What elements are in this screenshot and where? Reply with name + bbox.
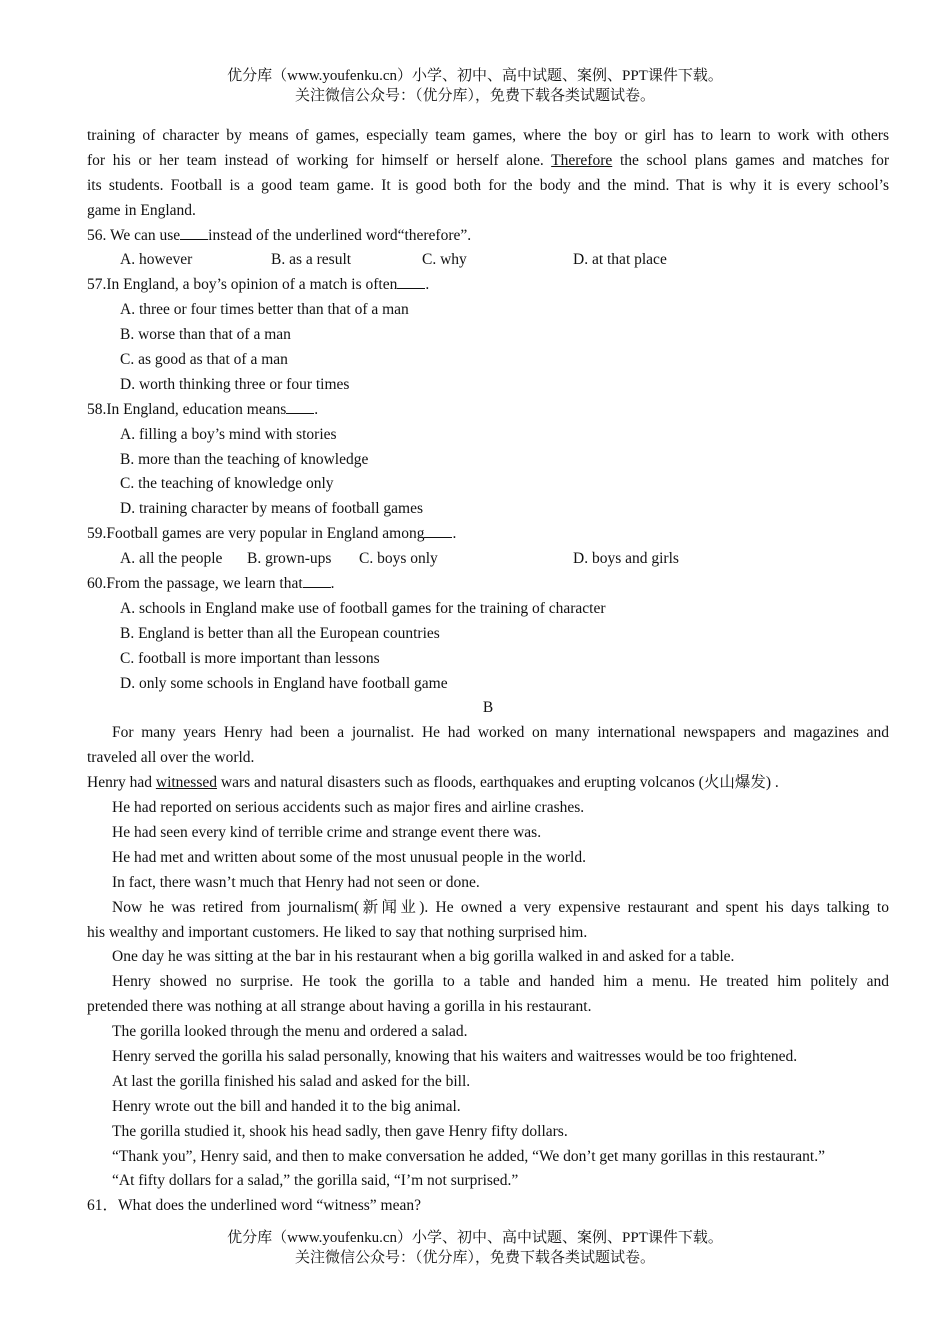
question-56-options xyxy=(87,248,889,273)
section-b-paragraph: For many years Henry had been a journalist. He had worked on many international newspapers and magazines and xyxy=(112,724,889,742)
question-57-stem xyxy=(87,273,889,298)
document-body xyxy=(87,124,889,1219)
question-text: 58.In England, education means xyxy=(87,400,287,418)
section-b-paragraph: At last the gorilla finished his salad and asked for the bill. xyxy=(112,1072,471,1090)
header-line-1: 优分库（www.youfenku.cn）小学、初中、高中试题、案例、PPT课件下载。 xyxy=(227,68,723,84)
answer-blank xyxy=(286,398,314,414)
question-58-stem xyxy=(87,398,889,423)
section-b-paragraph: traveled all over the world. xyxy=(87,749,255,767)
passage-a-text: the school plans games and matches for xyxy=(619,151,889,169)
footer-line-2: 关注微信公众号：（优分库），免费下载各类试题试卷。 xyxy=(294,1250,655,1266)
answer-blank xyxy=(180,224,208,240)
question-text: . xyxy=(314,400,319,418)
option-d: D. worth thinking three or four times xyxy=(120,375,350,393)
question-text: . xyxy=(452,525,457,543)
section-b-paragraph: The gorilla looked through the menu and ordered a salad. xyxy=(112,1023,468,1041)
section-b-label: B xyxy=(482,699,494,717)
section-b-paragraph: Henry served the gorilla his salad personally, knowing that his waiters and waitresses would be too frightened. xyxy=(112,1047,798,1065)
option-c: C. boys only xyxy=(359,550,438,568)
option-c: C. why xyxy=(422,251,467,269)
option-a: A. three or four times better than that of a man xyxy=(120,301,409,319)
answer-blank xyxy=(303,572,331,588)
underlined-word-witnessed: witnessed xyxy=(155,774,218,792)
question-text: 57.In England, a boy’s opinion of a match is often xyxy=(87,276,398,294)
question-59-stem xyxy=(87,522,889,547)
section-b-paragraph: “Thank you”, Henry said, and then to make conversation he added, “We don’t get many gorillas in this restaurant.” xyxy=(112,1147,825,1165)
question-61-stem: 61．What does the underlined word “witness” mean? xyxy=(87,1197,422,1215)
question-text: 60.From the passage, we learn that xyxy=(87,575,303,593)
section-b-paragraph: One day he was sitting at the bar in his restaurant when a big gorilla walked in and asked for a table. xyxy=(112,948,735,966)
question-text: 56. We can use xyxy=(87,226,181,244)
question-60-stem xyxy=(87,572,889,597)
option-a: A. filling a boy’s mind with stories xyxy=(120,425,337,443)
section-b-paragraph: Henry showed no surprise. He took the gorilla to a table and handed him a menu. He treated him politely and xyxy=(112,973,889,991)
passage-a-text: for his or her team instead of working for himself or herself alone. xyxy=(87,151,544,169)
section-b-paragraph: Henry wrote out the bill and handed it to the big animal. xyxy=(112,1097,461,1115)
passage-a-line-1: training of character by means of games, especially team games, where the boy or girl has to learn to work with others xyxy=(87,127,889,144)
option-d: D. only some schools in England have football game xyxy=(120,674,448,692)
option-c: C. football is more important than lessons xyxy=(120,649,380,667)
option-b: B. grown-ups xyxy=(247,550,332,568)
option-b: B. worse than that of a man xyxy=(120,326,291,344)
section-b-paragraph: “At fifty dollars for a salad,” the gorilla said, “I’m not surprised.” xyxy=(112,1172,519,1190)
paragraph-text: Henry had xyxy=(87,774,152,792)
option-b: B. as a result xyxy=(271,251,352,269)
underlined-word-therefore: Therefore xyxy=(551,151,613,169)
option-a: A. schools in England make use of football games for the training of character xyxy=(120,599,606,617)
paragraph-text: wars and natural disasters such as floods, earthquakes and erupting volcanos (火山爆发) . xyxy=(220,774,779,792)
question-text: instead of the underlined word“therefore”. xyxy=(208,226,472,244)
section-b-paragraph: He had seen every kind of terrible crime and strange event there was. xyxy=(112,823,542,841)
page-footer xyxy=(0,1228,950,1268)
answer-blank xyxy=(397,273,425,289)
section-b-paragraph: Now he was retired from journalism(新闻业). He owned a very expensive restaurant and spent his days talking to xyxy=(112,898,889,916)
section-b-paragraph: pretended there was nothing at all strange about having a gorilla in his restaurant. xyxy=(87,998,592,1016)
option-c: C. as good as that of a man xyxy=(120,351,288,369)
page-header xyxy=(0,66,950,106)
question-text: . xyxy=(330,575,335,593)
question-59-options xyxy=(87,547,889,572)
option-b: B. England is better than all the European countries xyxy=(120,624,440,642)
question-56-stem xyxy=(87,224,889,249)
option-a: A. all the people xyxy=(120,550,223,568)
section-b-paragraph: The gorilla studied it, shook his head sadly, then gave Henry fifty dollars. xyxy=(112,1122,568,1140)
section-b-paragraph: his wealthy and important customers. He liked to say that nothing surprised him. xyxy=(87,923,588,941)
passage-a-line-3: its students. Football is a good team game. It is good both for the body and the mind. That is why it is every school’s xyxy=(87,176,889,194)
question-text: 59.Football games are very popular in England among xyxy=(87,525,425,543)
question-text: . xyxy=(425,276,430,294)
option-c: C. the teaching of knowledge only xyxy=(120,475,334,493)
header-line-2: 关注微信公众号：（优分库），免费下载各类试题试卷。 xyxy=(294,88,655,104)
option-d: D. training character by means of football games xyxy=(120,500,423,518)
option-d: D. boys and girls xyxy=(573,550,679,568)
answer-blank xyxy=(424,522,452,538)
option-b: B. more than the teaching of knowledge xyxy=(120,450,369,468)
section-b-paragraph: He had reported on serious accidents such as major fires and airline crashes. xyxy=(112,799,585,817)
option-a: A. however xyxy=(120,251,193,269)
passage-a-line-2 xyxy=(87,149,889,174)
footer-line-1: 优分库（www.youfenku.cn）小学、初中、高中试题、案例、PPT课件下载。 xyxy=(227,1230,723,1246)
section-b-paragraph: He had met and written about some of the most unusual people in the world. xyxy=(112,848,586,866)
option-d: D. at that place xyxy=(573,251,667,269)
passage-a-line-4: game in England. xyxy=(87,201,196,219)
section-b-paragraph: In fact, there wasn’t much that Henry had not seen or done. xyxy=(112,873,480,891)
section-b-paragraph xyxy=(87,771,889,796)
